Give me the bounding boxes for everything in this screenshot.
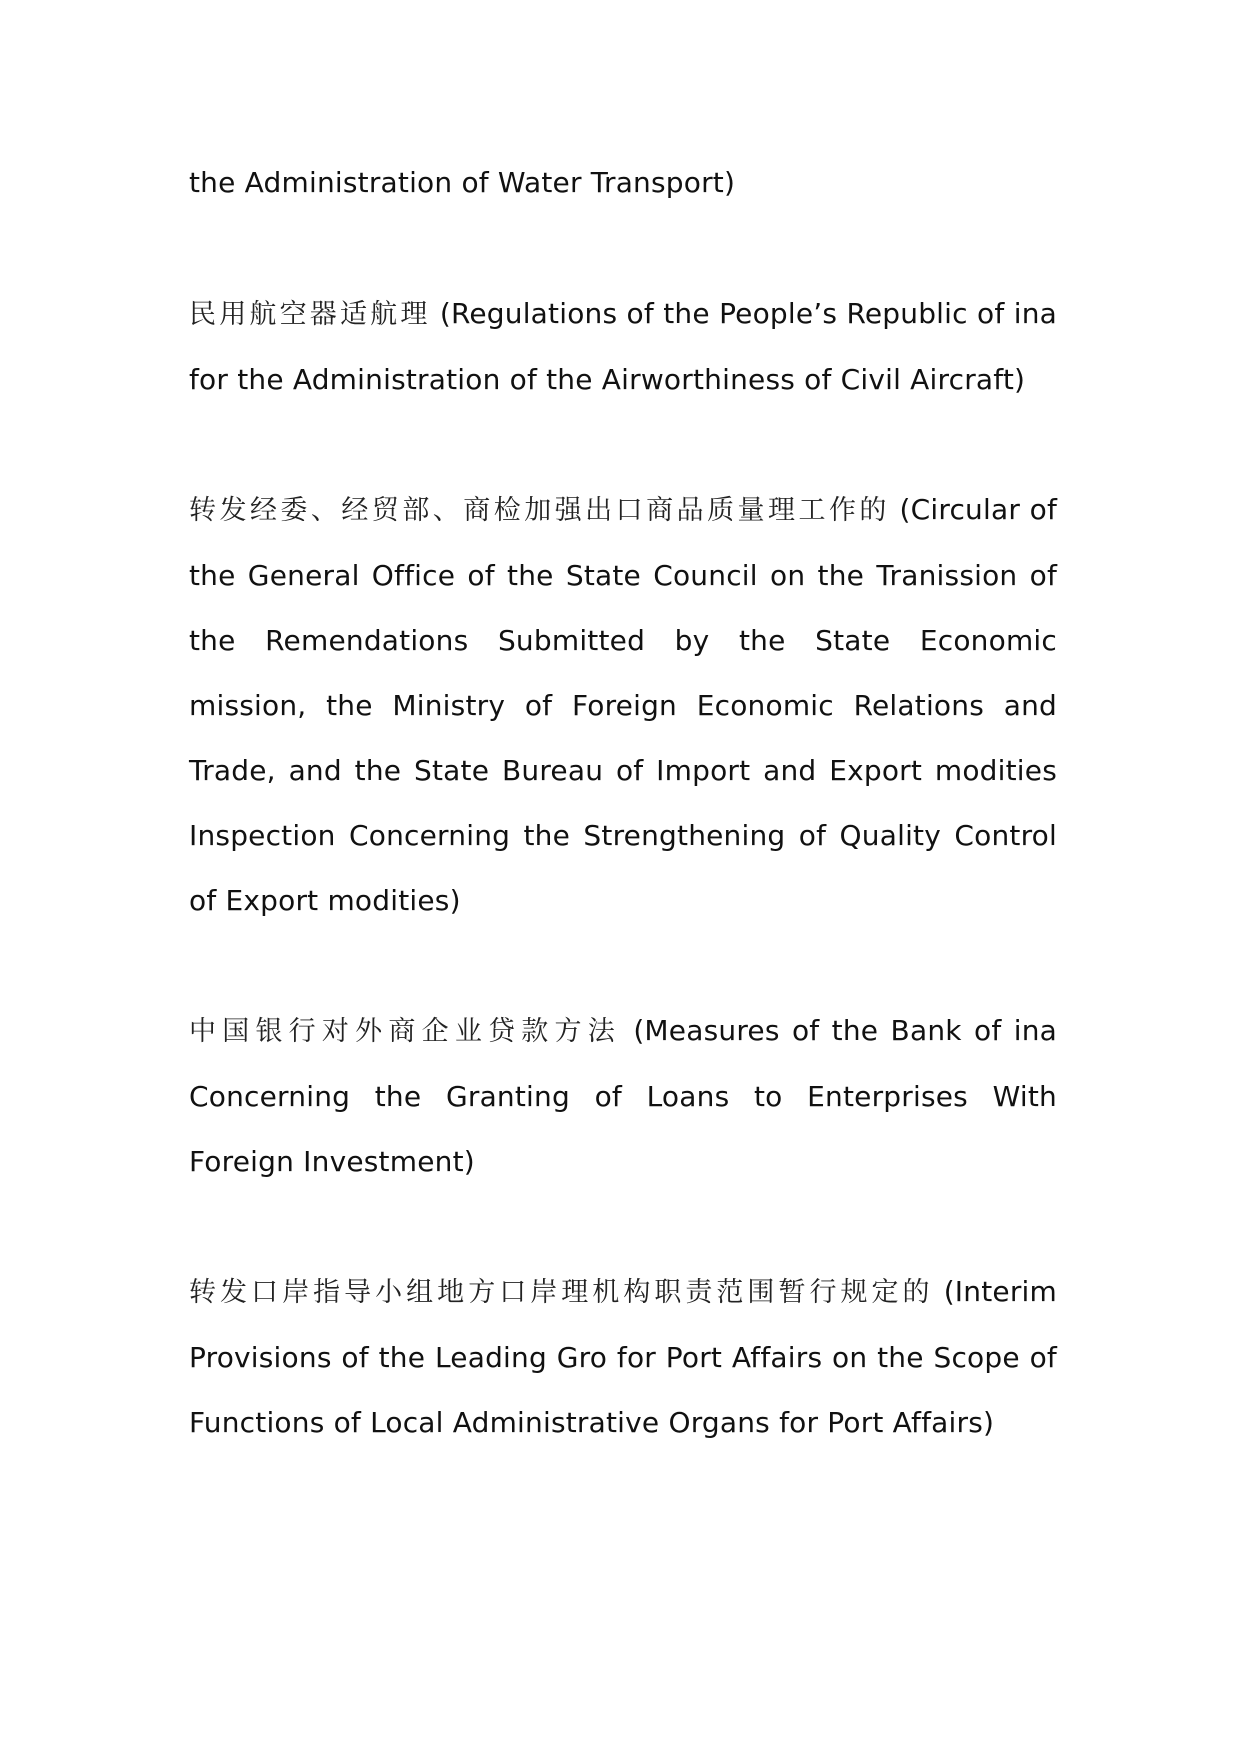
document-body (189, 150, 1057, 1520)
paragraph-port-affairs (189, 1259, 1057, 1455)
paragraph-english-title: (Regulations of the People’s Republic of ina for the Administration of the Airworthiness of Civil Aircraft) (189, 297, 1057, 396)
paragraph-english-title: (Measures of the Bank of ina Concerning the Granting of Loans to Enterprises With Foreign Investment) (189, 1014, 1058, 1178)
paragraph-water-transport (189, 150, 1057, 216)
paragraph-airworthiness (189, 281, 1057, 412)
paragraph-english-title: (Interim Provisions of the Leading Gro for Port Affairs on the Scope of Functions of Local Administrative Organs for Port Affairs) (189, 1275, 1057, 1439)
paragraph-chinese-title: 中国银行对外商企业贷款方法 (189, 1016, 621, 1047)
paragraph-english-title: the Administration of Water Transport) (189, 166, 736, 199)
paragraph-english-title: (Circular of the General Office of the State Council on the Tranission of the Remendations Submitted by the State Economic mission, the Ministry of Foreign Economic Relations and Trade, and the State Bureau of Import and Export modities Inspection Concerning the Strengthening of Quality Control of Export modities) (189, 493, 1058, 917)
paragraph-chinese-title: 转发口岸指导小组地方口岸理机构职责范围暂行规定的 (189, 1277, 934, 1308)
paragraph-chinese-title: 转发经委、经贸部、商检加强出口商品质量理工作的 (189, 495, 890, 526)
paragraph-chinese-title: 民用航空器适航理 (189, 299, 431, 330)
paragraph-bank-loans (189, 998, 1057, 1194)
paragraph-export-quality-circular (189, 477, 1057, 933)
